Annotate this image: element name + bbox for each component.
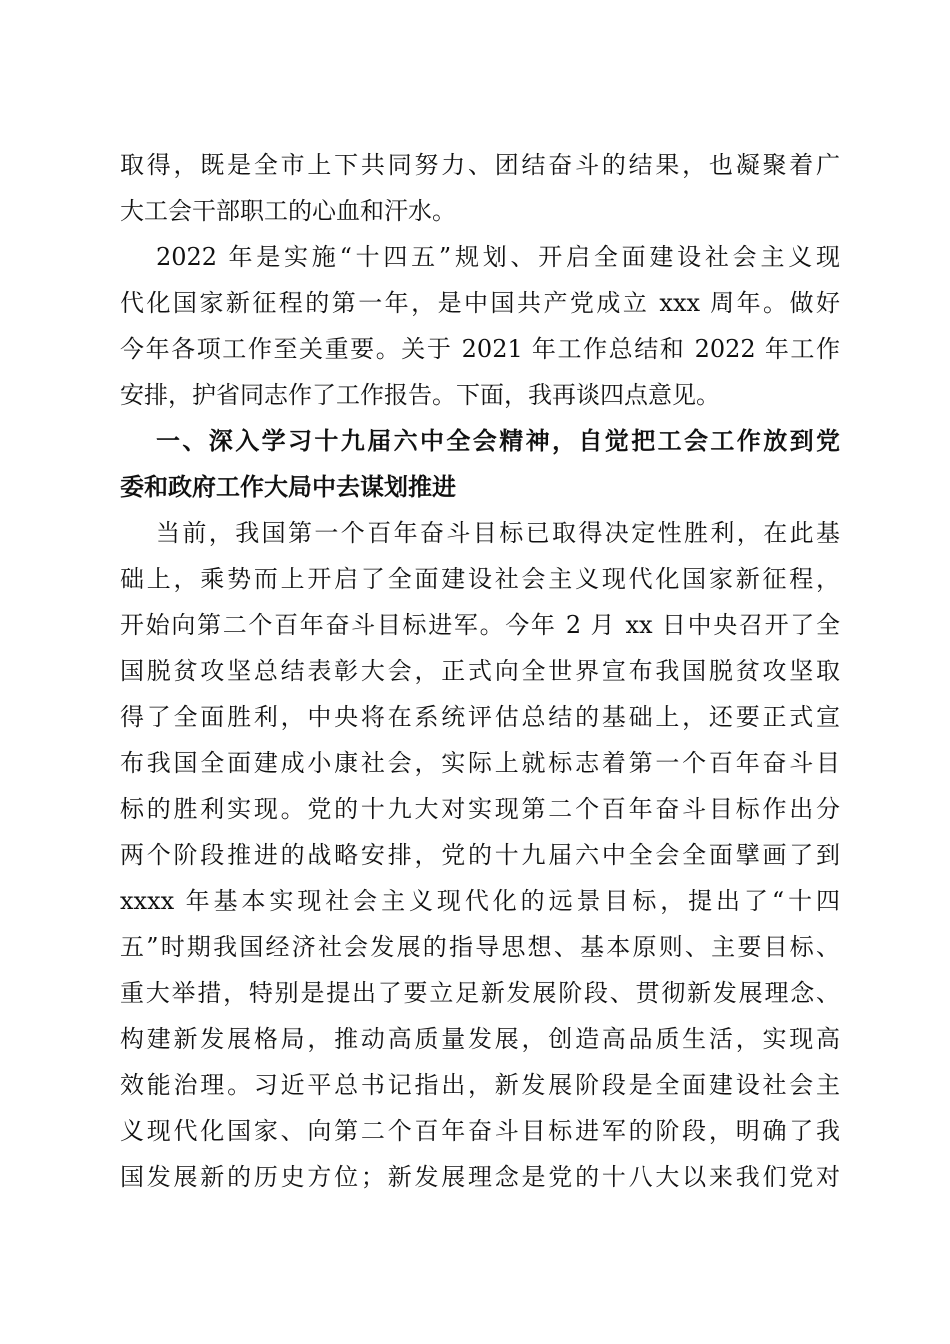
text-line: 代化国家新征程的第一年，是中国共产党成立 xxx 周年。做好 xyxy=(120,289,840,317)
section-heading: 委和政府工作大局中去谋划推进 xyxy=(120,473,456,501)
text-line: 开始向第二个百年奋斗目标进军。今年 2 月 xx 日中央召开了全 xyxy=(120,611,840,639)
text-line: 重大举措，特别是提出了要立足新发展阶段、贯彻新发展理念、 xyxy=(120,979,840,1007)
text-line: 取得，既是全市上下共同努力、团结奋斗的结果，也凝聚着广 xyxy=(120,151,840,179)
text-line: 大工会干部职工的心血和汗水。 xyxy=(120,197,456,225)
text-line: 础上，乘势而上开启了全面建设社会主义现代化国家新征程， xyxy=(120,565,840,593)
text-line: 得了全面胜利，中央将在系统评估总结的基础上，还要正式宣 xyxy=(120,703,840,731)
text-line: 国脱贫攻坚总结表彰大会，正式向全世界宣布我国脱贫攻坚取 xyxy=(120,657,840,685)
text-line: 当前，我国第一个百年奋斗目标已取得决定性胜利，在此基 xyxy=(156,519,840,547)
text-line: 效能治理。习近平总书记指出，新发展阶段是全面建设社会主 xyxy=(120,1071,840,1099)
text-line: 构建新发展格局，推动高质量发展，创造高品质生活，实现高 xyxy=(120,1025,840,1053)
text-line: 2022 年是实施“十四五”规划、开启全面建设社会主义现 xyxy=(156,243,840,271)
section-heading: 一、深入学习十九届六中全会精神，自觉把工会工作放到党 xyxy=(156,427,840,455)
text-line: 标的胜利实现。党的十九大对实现第二个百年奋斗目标作出分 xyxy=(120,795,840,823)
text-line: 布我国全面建成小康社会，实际上就标志着第一个百年奋斗目 xyxy=(120,749,840,777)
text-line: 两个阶段推进的战略安排，党的十九届六中全会全面擘画了到 xyxy=(120,841,840,869)
document-body xyxy=(120,142,840,1200)
text-line: 国发展新的历史方位；新发展理念是党的十八大以来我们党对 xyxy=(120,1163,840,1191)
text-line: 五”时期我国经济社会发展的指导思想、基本原则、主要目标、 xyxy=(120,933,840,961)
text-line: 安排，护省同志作了工作报告。下面，我再谈四点意见。 xyxy=(120,381,720,409)
text-line: 义现代化国家、向第二个百年奋斗目标进军的阶段，明确了我 xyxy=(120,1117,840,1145)
text-line: 今年各项工作至关重要。关于 2021 年工作总结和 2022 年工作 xyxy=(120,335,840,363)
text-line: xxxx 年基本实现社会主义现代化的远景目标，提出了“十四 xyxy=(120,887,840,915)
